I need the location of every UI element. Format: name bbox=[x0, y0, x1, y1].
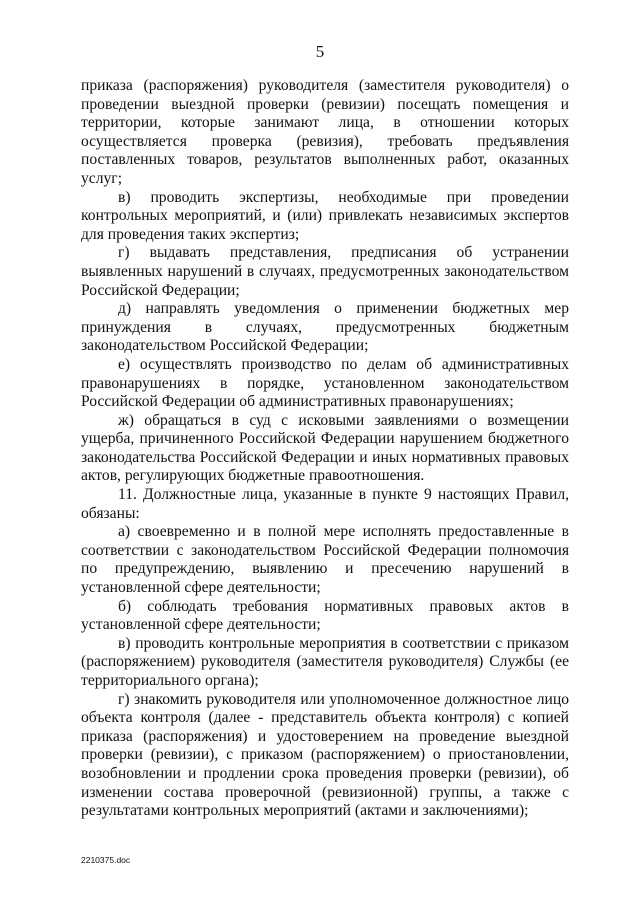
page-number: 5 bbox=[315, 42, 325, 61]
paragraph-item-g: г) выдавать представления, предписания об устранении выявленных нарушений в случаях, предусмотренных законодательством Российской Федерации; bbox=[81, 244, 569, 299]
paragraph-clause-11: 11. Должностные лица, указанные в пункте 9 настоящих Правил, обязаны: bbox=[81, 486, 569, 522]
paragraph-item-zh: ж) обращаться в суд с исковыми заявлениями о возмещении ущерба, причиненного Российской Федерации нарушением бюджетного законодательства Российской Федерации и иных нормативных правовых актов, регулирующих бюджетные правоотношения. bbox=[81, 411, 569, 485]
paragraph-item-a: а) своевременно и в полной мере исполнять предоставленные в соответствии с законодательством Российской Федерации полномочия по предупреждению, выявлению и пресечению нарушений в установленной сфере деятельности; bbox=[81, 523, 569, 597]
document-body bbox=[81, 77, 569, 821]
paragraph-item-v-2: в) проводить контрольные мероприятия в соответствии с приказом (распоряжением) руководителя (заместителя руководителя) Службы (ее территориального органа); bbox=[81, 634, 569, 689]
paragraph-item-e: е) осуществлять производство по делам об административных правонарушениях в порядке, установленном законодательством Российской Федерации об административных правонарушениях; bbox=[81, 355, 569, 411]
paragraph-item-b: б) соблюдать требования нормативных правовых актов в установленной сфере деятельности; bbox=[81, 597, 569, 634]
paragraph-item-g-2: г) знакомить руководителя или уполномоченное должностное лицо объекта контроля (далее - представитель объекта контроля) с копией приказа (распоряжения) и удостоверением на проведение выездной проверки (ревизии), с приказом (распоряжением) о приостановлении, возобновлении и продлении срока проведения проверки (ревизии), об изменении состава проверочной (ревизионной) группы, а также с результатами контрольных мероприятий (актами и заключениями); bbox=[81, 690, 569, 820]
paragraph-continuation: приказа (распоряжения) руководителя (заместителя руководителя) о проведении выездной проверки (ревизии) посещать помещения и территории, которые занимают лица, в отношении которых осуществляется проверка (ревизия), требовать предъявления поставленных товаров, результатов выполненных работ, оказанных услуг; bbox=[81, 77, 569, 187]
paragraph-item-d: д) направлять уведомления о применении бюджетных мер принуждения в случаях, предусмотренных бюджетным законодательством Российской Федерации; bbox=[81, 300, 569, 355]
footer-filename: 2210375.doc bbox=[81, 855, 131, 865]
paragraph-item-v: в) проводить экспертизы, необходимые при проведении контрольных мероприятий, и (или) привлекать независимых экспертов для проведения таких экспертиз; bbox=[81, 188, 569, 243]
